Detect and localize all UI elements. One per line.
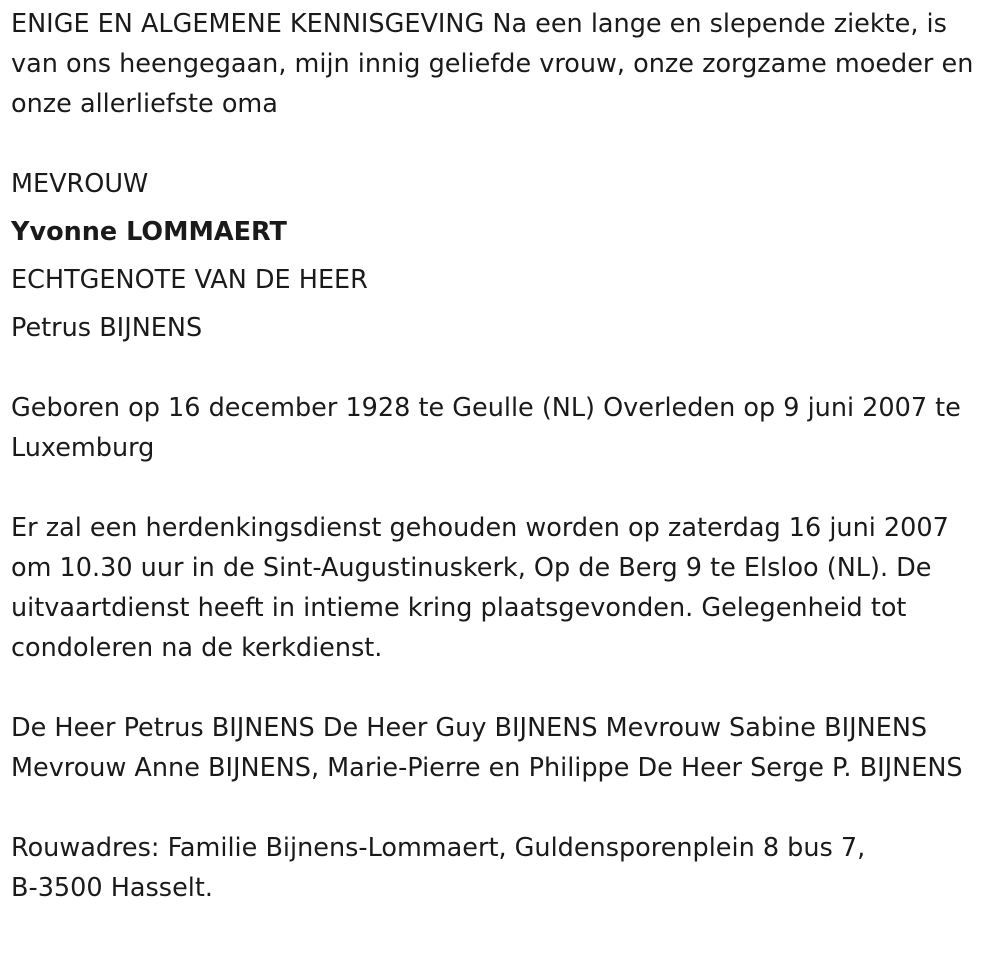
deceased-name: Yvonne LOMMAERT — [11, 217, 287, 247]
address-block — [11, 828, 996, 908]
intro-paragraph: ENIGE EN ALGEMENE KENNISGEVING Na een lange en slepende ziekte, is van ons heengegaan, mijn innig geliefde vrouw, onze zorgzame moeder en onze allerliefste oma — [11, 9, 974, 119]
spouse-name: Petrus BIJNENS — [11, 313, 203, 343]
obituary-notice — [11, 4, 996, 908]
address-line-2: B-3500 Hasselt. — [11, 873, 213, 903]
title-prefix: MEVROUW — [11, 169, 149, 199]
service-paragraph: Er zal een herdenkingsdienst gehouden worden op zaterdag 16 juni 2007 om 10.30 uur in de Sint-Augustinuskerk, Op de Berg 9 te Elsloo (NL). De uitvaartdienst heeft in intieme kring plaatsgevonden. Gelegenheid tot condoleren na de kerkdienst. — [11, 513, 949, 663]
family-paragraph: De Heer Petrus BIJNENS De Heer Guy BIJNENS Mevrouw Sabine BIJNENS Mevrouw Anne BIJNENS, Marie-Pierre en Philippe De Heer Serge P. BIJNENS — [11, 713, 963, 783]
birth-death-paragraph: Geboren op 16 december 1928 te Geulle (NL) Overleden op 9 juni 2007 te Luxemburg — [11, 393, 961, 463]
address-line-1: Rouwadres: Familie Bijnens-Lommaert, Guldensporenplein 8 bus 7, — [11, 833, 866, 863]
relation-line: ECHTGENOTE VAN DE HEER — [11, 265, 368, 295]
